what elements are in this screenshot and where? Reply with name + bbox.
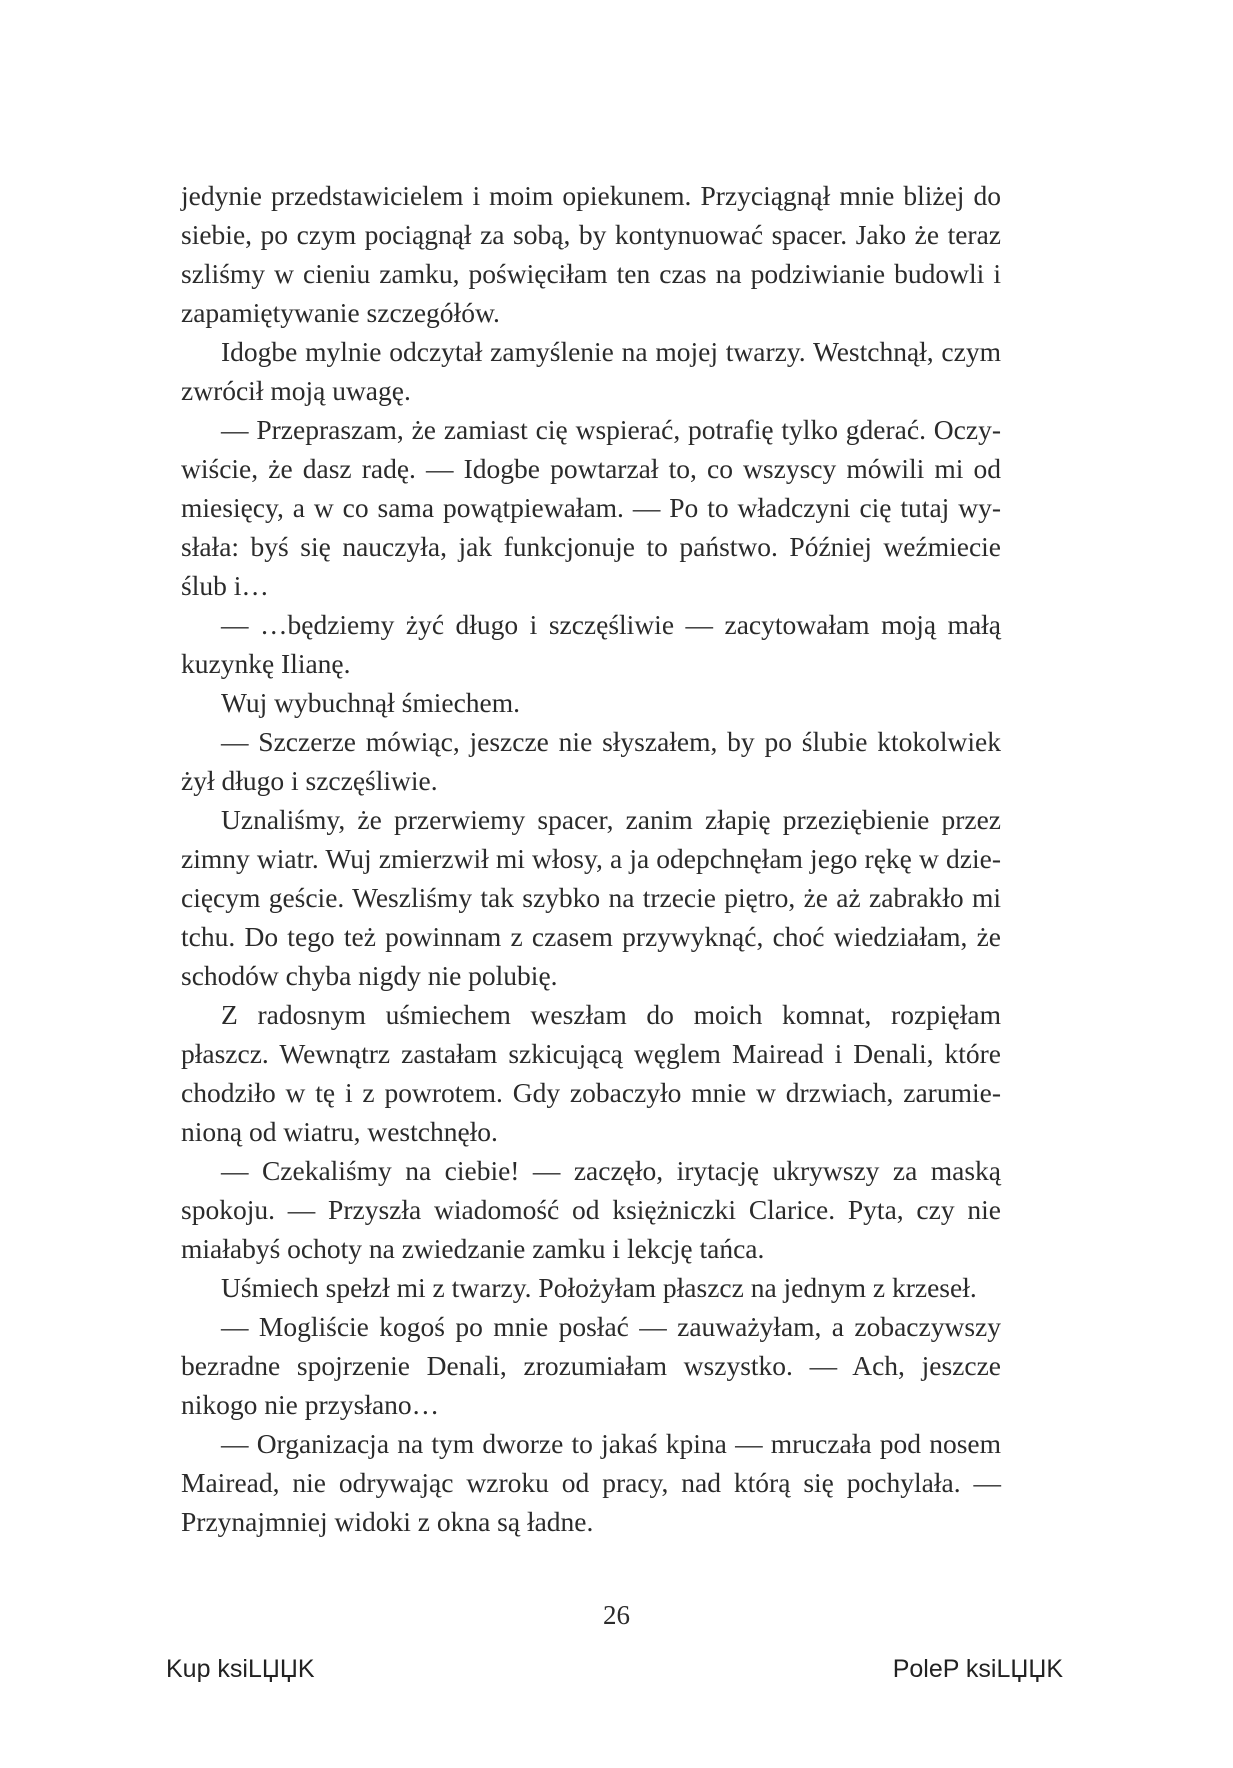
paragraph: — …będziemy żyć długo i szczęśliwie — zacytowałam moją małą kuzynkę Ilianę. <box>181 609 1001 679</box>
page-number: 26 <box>603 1600 630 1630</box>
paragraph: Wuj wybuchnął śmiechem. <box>221 687 521 718</box>
page-body <box>181 176 1001 1541</box>
paragraph: Idogbe mylnie odczytał zamyślenie na mojej twarzy. Westchnął, czym zwrócił moją uwagę. <box>181 336 1001 406</box>
paragraph: jedynie przedstawicielem i moim opiekunem. Przyciągnął mnie bliżej do siebie, po czym pociągnął za sobą, by kontynuować spacer. Jako że teraz szliśmy w cieniu zamku, poświęciłam ten czas na podziwianie budowli i zapamiętywanie szczegółów. <box>181 180 1001 328</box>
paragraph: Uśmiech spełzł mi z twarzy. Położyłam płaszcz na jednym z krzeseł. <box>221 1272 977 1303</box>
buy-book-link[interactable]: Kup ksiLЏЏK <box>166 1655 315 1683</box>
paragraph: Z radosnym uśmiechem weszłam do moich komnat, rozpięłam płaszcz. Wewnątrz zastałam szkicującą węglem Mairead i Denali, które chodziło w tę i z powrotem. Gdy zobaczyło mnie w drzwiach, zarumienioną od wiatru, westchnęło. <box>181 999 1001 1147</box>
paragraph: — Przepraszam, że zamiast cię wspierać, potrafię tylko gderać. Oczywiście, że dasz radę. — Idogbe powtarzał to, co wszyscy mówili mi od miesięcy, a w co sama powątpiewałam. — Po to władczyni cię tutaj wysłała: byś się nauczyła, jak funkcjonuje to państwo. Później weźmiecie ślub i… <box>181 414 1001 601</box>
paragraph: — Mogliście kogoś po mnie posłać — zauważyłam, a zobaczywszy bezradne spojrzenie Denali, zrozumiałam wszystko. — Ach, jeszcze nikogo nie przysłano… <box>181 1311 1001 1420</box>
recommend-book-link[interactable]: PoleP ksiLЏЏK <box>892 1655 1063 1683</box>
paragraph: — Organizacja na tym dworze to jakaś kpina — mruczała pod nosem Mairead, nie odrywając wzroku od pracy, nad którą się pochylała. — Przynajmniej widoki z okna są ładne. <box>181 1428 1001 1537</box>
paragraph: — Szczerze mówiąc, jeszcze nie słyszałem, by po ślubie ktokolwiek żył długo i szczęśliwie. <box>181 726 1001 796</box>
paragraph: Uznaliśmy, że przerwiemy spacer, zanim złapię przeziębienie przez zimny wiatr. Wuj zmierzwił mi włosy, a ja odepchnęłam jego rękę w dziecięcym geście. Weszliśmy tak szybko na trzecie piętro, że aż zabrakło mi tchu. Do tego też powinnam z czasem przywyknąć, choć wiedziałam, że schodów chyba nigdy nie polubię. <box>181 804 1001 991</box>
paragraph: — Czekaliśmy na ciebie! — zaczęło, irytację ukrywszy za maską spokoju. — Przyszła wiadomość od księżniczki Clarice. Pyta, czy nie miałabyś ochoty na zwiedzanie zamku i lekcję tańca. <box>181 1155 1001 1264</box>
